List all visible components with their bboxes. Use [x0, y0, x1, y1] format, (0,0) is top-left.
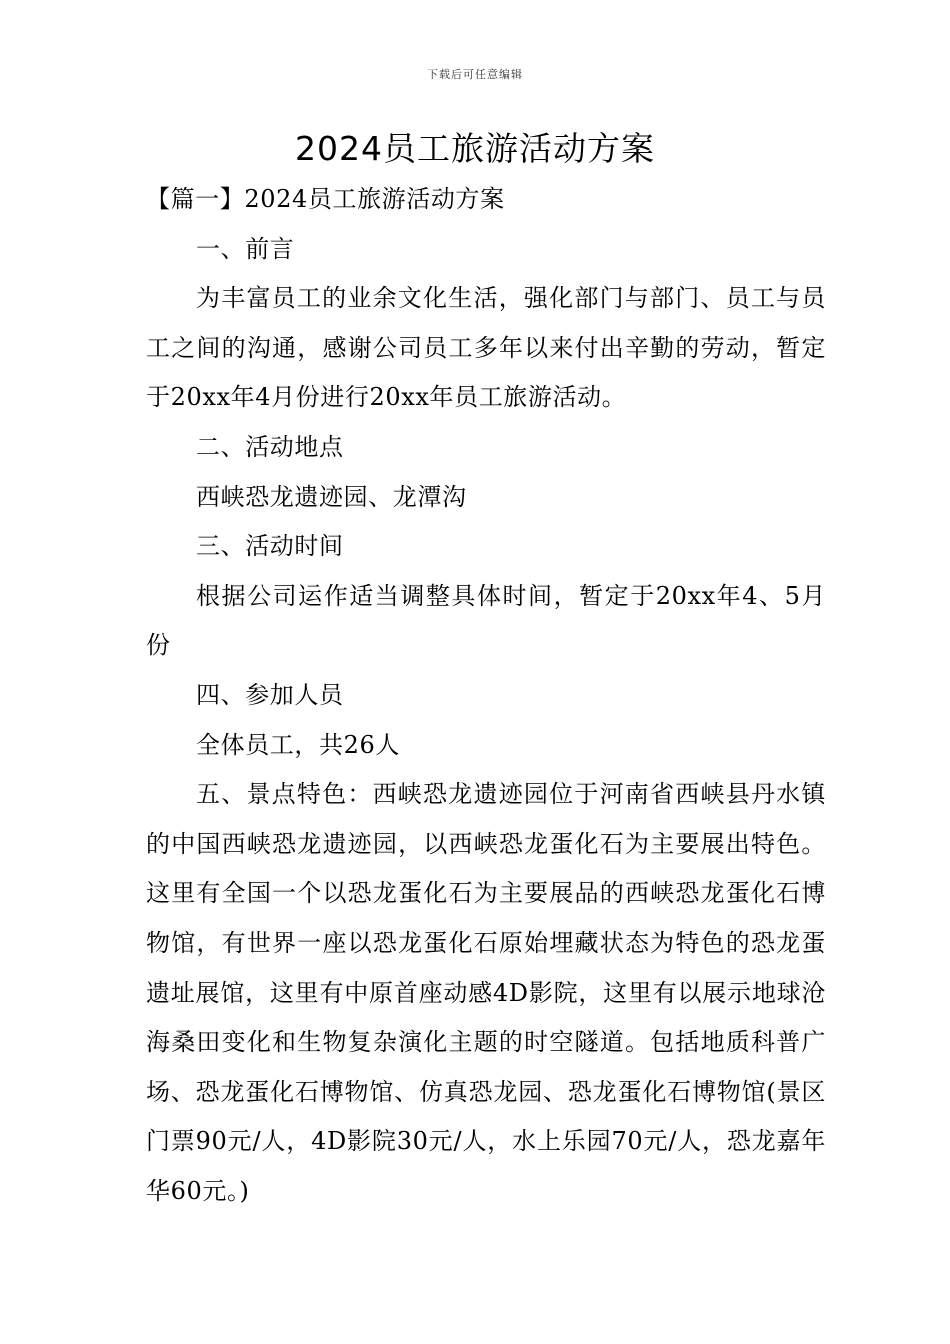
subtitle: 【篇一】2024员工旅游活动方案 — [146, 185, 505, 213]
header-note: 下载后可任意编辑 — [427, 68, 523, 81]
section-heading-preface: 一、前言 — [196, 234, 295, 263]
document-title: 2024员工旅游活动方案 — [295, 129, 655, 168]
paragraph-time: 根据公司运作适当调整具体时间，暂定于20xx年4、5月份 — [146, 581, 826, 660]
document-body — [146, 175, 826, 1216]
section-heading-people: 四、参加人员 — [196, 680, 344, 709]
paragraph-location: 西峡恐龙遗迹园、龙潭沟 — [196, 482, 467, 511]
section-heading-location: 二、活动地点 — [196, 432, 344, 461]
paragraph-features: 五、景点特色：西峡恐龙遗迹园位于河南省西峡县丹水镇的中国西峡恐龙遗迹园，以西峡恐龙蛋化石为主要展出特色。这里有全国一个以恐龙蛋化石为主要展品的西峡恐龙蛋化石博物馆，有世界一座以恐龙蛋化石原始埋藏状态为特色的恐龙蛋遗址展馆，这里有中原首座动感4D影院，这里有以展示地球沧海桑田变化和生物复杂演化主题的时空隧道。包括地质科普广场、恐龙蛋化石博物馆、仿真恐龙园、恐龙蛋化石博物馆(景区门票90元/人，4D影院30元/人，水上乐园70元/人，恐龙嘉年华60元。) — [146, 780, 826, 1205]
paragraph-people: 全体员工，共26人 — [196, 730, 400, 759]
section-heading-time: 三、活动时间 — [196, 532, 344, 561]
paragraph-preface: 为丰富员工的业余文化生活，强化部门与部门、员工与员工之间的沟通，感谢公司员工多年以来付出辛勤的劳动，暂定于20xx年4月份进行20xx年员工旅游活动。 — [146, 284, 826, 412]
